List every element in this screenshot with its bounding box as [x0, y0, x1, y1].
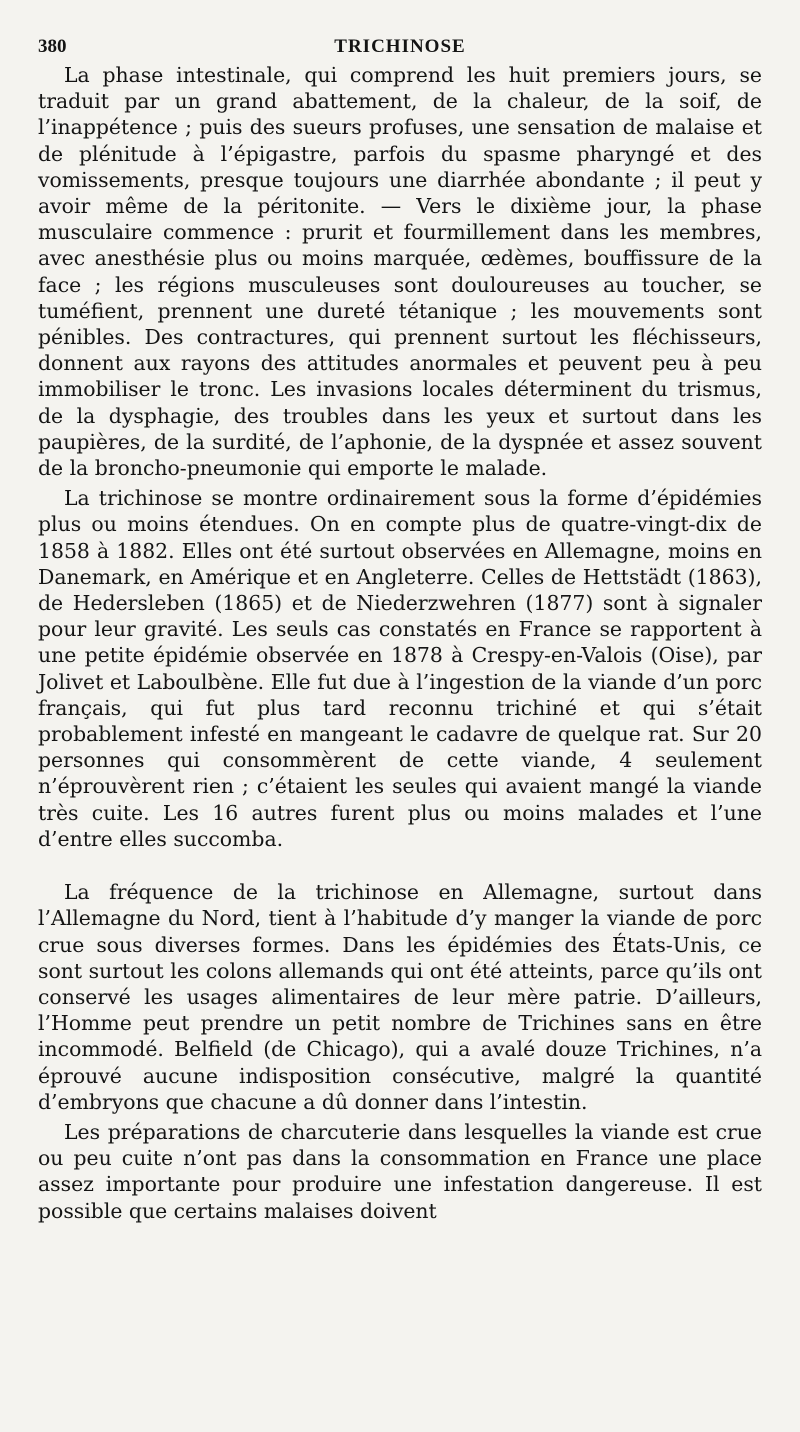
body-text: [38, 62, 762, 1224]
section-gap: [38, 852, 762, 879]
paragraph-charcuterie: Les préparations de charcuterie dans lesquelles la viande est crue ou peu cuite n’ont pas dans la consommation en France une place assez importante pour produire une infestation dangereuse. Il est possible que certains malaises doivent: [38, 1119, 762, 1223]
page-header: [38, 30, 762, 62]
page-number: 380: [38, 36, 67, 57]
paragraph-intestinal-phase: La phase intestinale, qui comprend les huit premiers jours, se traduit par un grand abattement, de la chaleur, de la soif, de l’inappétence ; puis des sueurs profuses, une sensation de malaise et de plénitude à l’épigastre, parfois du spasme pharyngé et des vomissements, presque toujours une diarrhée abondante ; il peut y avoir même de la péritonite. — Vers le dixième jour, la phase musculaire commence : prurit et fourmillement dans les membres, avec anesthésie plus ou moins marquée, œdèmes, bouffissure de la face ; les régions musculeuses sont douloureuses au toucher, se tuméfient, prennent une dureté tétanique ; les mouvements sont pénibles. Des contractures, qui prennent surtout les fléchisseurs, donnent aux rayons des attitudes anormales et peuvent peu à peu immobiliser le tronc. Les invasions locales déterminent du trismus, de la dysphagie, des troubles dans les yeux et surtout dans les paupières, de la surdité, de l’aphonie, de la dyspnée et assez souvent de la broncho-pneumonie qui emporte le malade.: [38, 63, 762, 481]
paragraph-epidemics: La trichinose se montre ordinairement sous la forme d’épidémies plus ou moins étendues. On en compte plus de quatre-vingt-dix de 1858 à 1882. Elles ont été surtout observées en Allemagne, moins en Danemark, en Amérique et en Angleterre. Celles de Hettstädt (1863), de Hedersleben (1865) et de Niederzwehren (1877) sont à signaler pour leur gravité. Les seuls cas constatés en France se rapportent à une petite épidémie observée en 1878 à Crespy-en-Valois (Oise), par Jolivet et Laboulbène. Elle fut due à l’ingestion de la viande d’un porc français, qui fut plus tard reconnu trichiné et qui s’était probablement infesté en mangeant le cadavre de quelque rat. Sur 20 personnes qui consommèrent de cette viande, 4 seulement n’éprouvèrent rien ; c’étaient les seules qui avaient mangé la viande très cuite. Les 16 autres furent plus ou moins malades et l’une d’entre elles succomba.: [38, 486, 762, 851]
paragraph-frequency-germany: La fréquence de la trichinose en Allemagne, surtout dans l’Allemagne du Nord, tient à l’habitude d’y manger la viande de porc crue sous diverses formes. Dans les épidémies des États-Unis, ce sont surtout les colons allemands qui ont été atteints, parce qu’ils ont conservé les usages alimentaires de leur mère patrie. D’ailleurs, l’Homme peut prendre un petit nombre de Trichines sans en être incommodé. Belfield (de Chicago), qui a avalé douze Trichines, n’a éprouvé aucune indisposition consécutive, malgré la quantité d’embryons que chacune a dû donner dans l’intestin.: [38, 880, 762, 1114]
running-title: TRICHINOSE: [334, 36, 466, 57]
